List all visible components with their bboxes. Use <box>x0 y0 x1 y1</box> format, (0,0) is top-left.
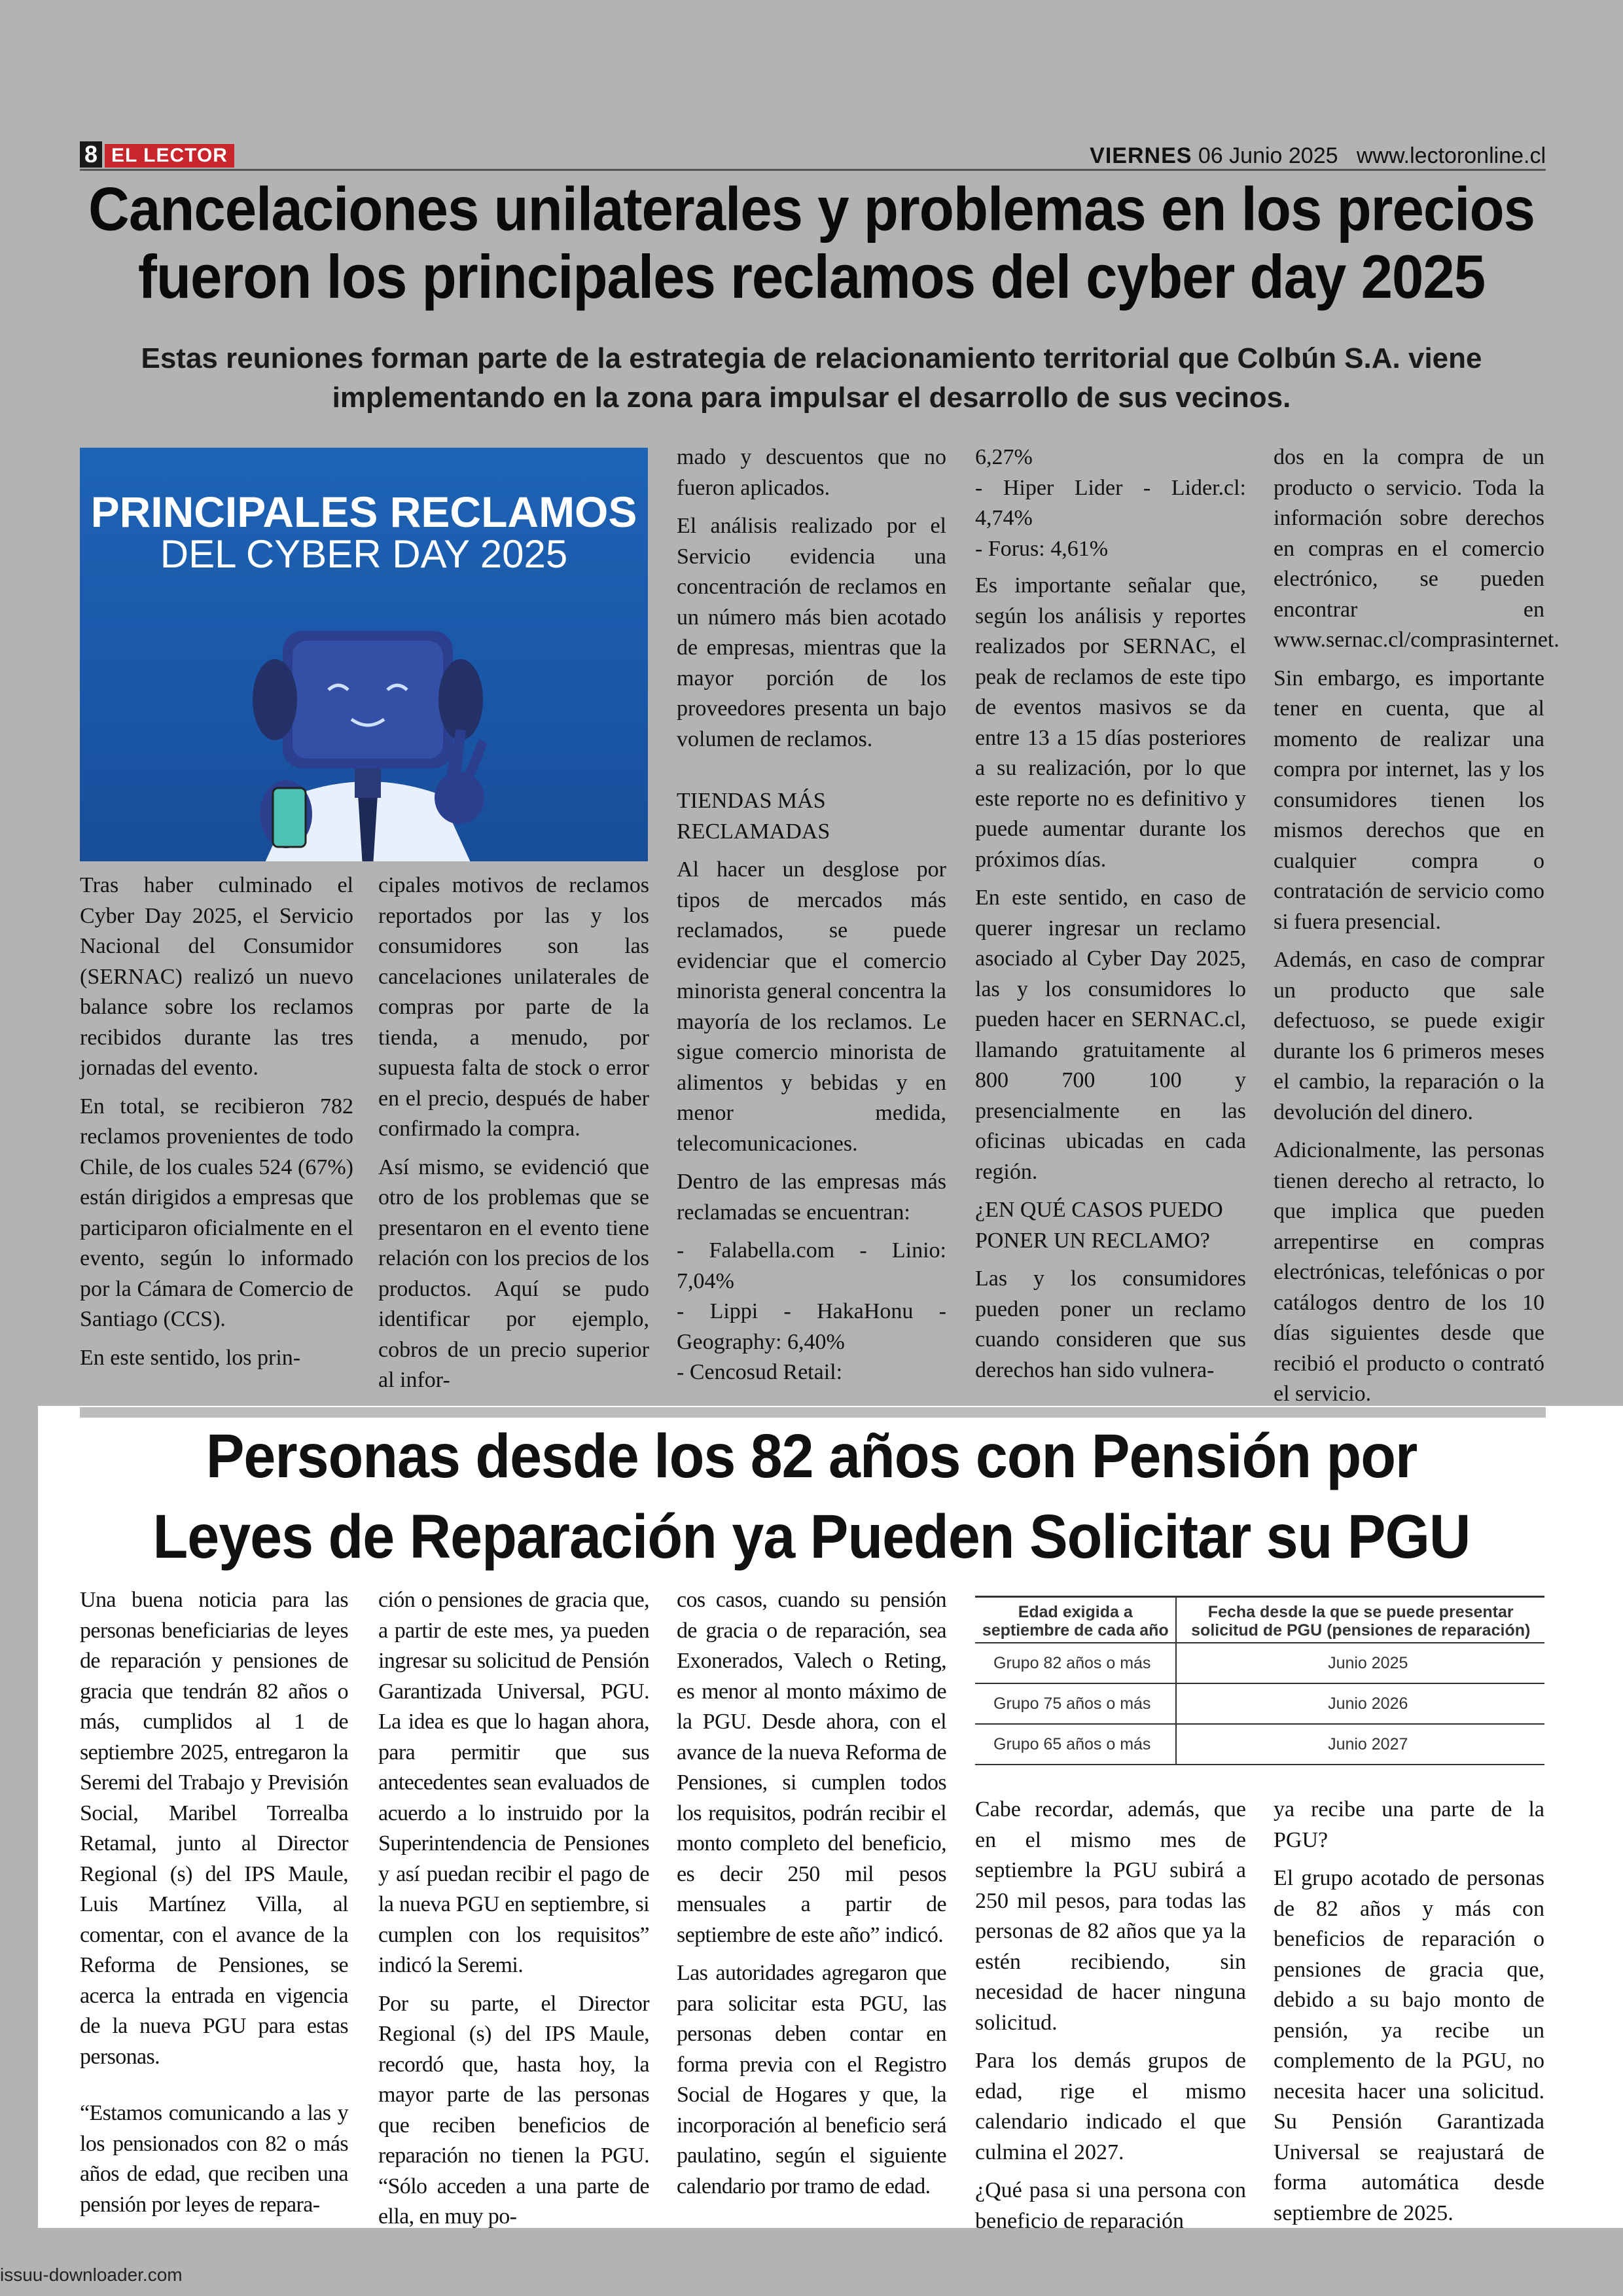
paragraph: Así mismo, se evidenció que otro de los problemas que se presentaron en el evento tiene relación con los precios de los productos. Aquí se pudo identificar por ejemplo, cobros de un precio superior al infor- <box>378 1155 649 1392</box>
list-item: - Forus: 4,61% <box>975 536 1109 561</box>
paragraph: Las y los consumidores pueden poner un reclamo cuando consideren que sus derechos han sido vulnera- <box>975 1266 1246 1382</box>
article1-image <box>80 448 648 861</box>
table-cell-date: Junio 2025 <box>1176 1643 1544 1683</box>
paragraph: cipales motivos de reclamos reportados por las y los consumidores son las cancelaciones unilaterales de compras por parte de la tienda, a menudo, por supuesta falta de stock o error en el precio, después de haber confirmado la compra. <box>378 873 649 1141</box>
table-row <box>975 1683 1544 1724</box>
list-item: - Lippi - HakaHonu - Geography: 6,40% <box>677 1299 946 1354</box>
table-cell-date: Junio 2027 <box>1176 1724 1544 1765</box>
paragraph: Por su parte, el Director Regional (s) del IPS Maule, recordó que, hasta hoy, la mayor parte de las personas que reciben beneficios de reparación no tienen la PGU. “Sólo acceden a una parte de ella, en muy po- <box>378 1991 649 2229</box>
paragraph: Cabe recordar, además, que en el mismo mes de septiembre la PGU subirá a 250 mil pesos, para todas las personas de 82 años que ya la estén recibiendo, sin necesidad de hacer ninguna solicitud. <box>975 1797 1246 2035</box>
list-item: - Hiper Lider - Lider.cl: 4,74% <box>975 475 1246 530</box>
article1-column-2 <box>378 870 649 1404</box>
article1-subheadline: Estas reuniones forman parte de la estrategia de relacionamiento territorial que Colbún S.A. viene implementando en la zona para impulsar el desarrollo de sus vecinos. <box>141 342 1482 414</box>
article1-headline: Cancelaciones unilaterales y problemas en los precios fueron los principales reclamos del cyber day 2025 <box>88 175 1535 312</box>
section-heading: ¿EN QUÉ CASOS PUEDO PONER UN RECLAMO? <box>975 1198 1223 1253</box>
table-cell-group: Grupo 65 años o más <box>975 1724 1176 1765</box>
article1-column-3 <box>677 442 946 1388</box>
newspaper-logo: EL LECTOR <box>105 144 234 168</box>
paragraph: 6,27% <box>975 445 1033 469</box>
image-title-line1: PRINCIPALES RECLAMOS <box>90 488 637 536</box>
list-item: - Cencosud Retail: <box>677 1360 843 1384</box>
paragraph: cos casos, cuando su pensión de gracia o de reparación, sea Exonerados, Valech o Reting, es menor al monto máximo de la PGU. Desde ahora, con el avance de la nueva Reforma de Pensiones, si cumplen todos los requisitos, podrán recibir el monto completo del beneficio, es decir 250 mil pesos mensuales a partir de septiembre de este año” indicó. <box>677 1588 946 1947</box>
header-day: VIERNES <box>1090 143 1192 168</box>
table-cell-group: Grupo 75 años o más <box>975 1683 1176 1724</box>
article2-headline-line1: Personas desde los 82 años con Pensión por <box>205 1420 1418 1491</box>
article2-column-3 <box>677 1585 946 2210</box>
paragraph: En total, se recibieron 782 reclamos provenientes de todo Chile, de los cuales 524 (67%) están dirigidos a empresas que participaron oficialmente en el evento, según lo informado por la Cámara de Comercio de Santiago (CCS). <box>80 1094 353 1331</box>
paragraph: Al hacer un desglose por tipos de mercados más reclamados, se puede evidenciar que el comercio minorista general concentra la mayoría de los reclamos. Le sigue comercio minorista de alimentos y bebidas y en menor medida, telecomunicaciones. <box>677 857 946 1156</box>
article1-column-1 <box>80 870 353 1381</box>
table-row <box>975 1643 1544 1683</box>
paragraph: Adicionalmente, las personas tienen derecho al retracto, lo que implica que pueden arrepentirse en compras electrónicas, telefónicas o por catálogos dentro de los 10 días siguientes desde que recibió el producto o contrató el servicio. <box>1274 1138 1544 1406</box>
paragraph: El análisis realizado por el Servicio evidencia una concentración de reclamos en un número más bien acotado de empresas, mientras que la mayor porción de los proveedores presenta un bajo volumen de reclamos. <box>677 514 946 751</box>
article1-column-5 <box>1274 442 1560 1418</box>
header-dateline <box>1090 143 1546 169</box>
list-item: - Falabella.com - Linio: 7,04% <box>677 1238 946 1293</box>
article2-headline <box>65 1416 1558 1577</box>
paragraph: Es importante señalar que, según los análisis y reportes realizados por SERNAC, el peak de reclamos de este tipo de eventos masivos se da entre 13 a 15 días posteriores a su realización, por lo que este reporte no es definitivo y puede aumentar durante los próximos días. <box>975 573 1246 872</box>
paragraph: dos en la compra de un producto o servicio. Toda la información sobre derechos en compras en el comercio electrónico, se pueden encontrar en www.sernac.cl/comprasinternet. <box>1274 445 1560 652</box>
article2-column-4 <box>975 1795 1246 2244</box>
paragraph: Una buena noticia para las personas beneficiarias de leyes de reparación y pensiones de gracia que tendrán 82 años o más, cumplidos al 1 de septiembre 2025, entregaron la Seremi del Trabajo y Previsión Social, Maribel Torrealba Retamal, junto al Director Regional (s) del IPS Maule, Luis Martínez Villa, al comentar, con el avance de la Reforma de Pensiones, se acerca la entrada en vigencia de la nueva PGU para estas personas. <box>80 1588 348 2069</box>
header-rule <box>80 169 1546 171</box>
paragraph: En este sentido, los prin- <box>80 1345 301 1370</box>
header-website[interactable]: www.lectoronline.cl <box>1356 143 1546 168</box>
paragraph: En este sentido, en caso de querer ingresar un reclamo asociado al Cyber Day 2025, las y los consumidores lo pueden hacer en SERNAC.cl, llamando gratuitamente al 800 700 100 y presencialmente en las oficinas ubicadas en cada región. <box>975 886 1246 1184</box>
table-header-age: Edad exigida a septiembre de cada año <box>975 1597 1176 1643</box>
article2-column-2 <box>378 1585 649 2240</box>
paragraph: “Estamos comunicando a las y los pensionados con 82 o más años de edad, que reciben una pensión por leyes de repara- <box>80 2101 348 2217</box>
header-date: 06 Junio 2025 <box>1198 143 1338 168</box>
table-header-date: Fecha desde la que se puede presentar solicitud de PGU (pensiones de reparación) <box>1176 1597 1544 1643</box>
footer-watermark: issuu-downloader.com <box>0 2265 183 2285</box>
paragraph: El grupo acotado de personas de 82 años y más con beneficios de reparación o pensiones de gracia que, debido a su bajo monto de pensión, ya recibe un complemento de la PGU, no necesita hacer una solicitud. Su Pensión Garantizada Universal se reajustará de forma automática desde septiembre de 2025. <box>1274 1866 1544 2225</box>
paragraph: ya recibe una parte de la PGU? <box>1274 1797 1544 1852</box>
paragraph: mado y descuentos que no fueron aplicados. <box>677 445 946 500</box>
paragraph: Tras haber culminado el Cyber Day 2025, el Servicio Nacional del Consumidor (SERNAC) realizó un nuevo balance sobre los reclamos recibidos durante las tres jornadas del evento. <box>80 873 353 1080</box>
table-cell-date: Junio 2026 <box>1176 1683 1544 1724</box>
article2-column-5 <box>1274 1795 1544 2236</box>
paragraph: Las autoridades agregaron que para solicitar esta PGU, las personas deben contar en forma previa con el Registro Social de Hogares y que, la incorporación al beneficio será paulatino, según el siguiente calendario por tramo de edad. <box>677 1961 946 2198</box>
section-heading: TIENDAS MÁS RECLAMADAS <box>677 789 830 844</box>
paragraph: Dentro de las empresas más reclamadas se encuentran: <box>677 1170 946 1225</box>
table-row <box>975 1724 1544 1765</box>
table-cell-group: Grupo 82 años o más <box>975 1643 1176 1683</box>
image-title-line2: DEL CYBER DAY 2025 <box>160 532 568 576</box>
pgu-calendar-table <box>975 1596 1544 1765</box>
robot-mascot-illustration <box>198 579 538 861</box>
article2-column-1 <box>80 1585 348 2228</box>
paragraph: ción o pensiones de gracia que, a partir de este mes, ya pueden ingresar su solicitud de Pensión Garantizada Universal, PGU. La idea es que lo hagan ahora, para permitir que sus antecedentes sean evaluados de acuerdo a lo instruido por la Superintendencia de Pensiones y así puedan recibir el pago de la nueva PGU en septiembre, si cumplen con los requisitos” indicó la Seremi. <box>378 1588 649 1977</box>
table-header-row <box>975 1597 1544 1643</box>
paragraph: Sin embargo, es importante tener en cuenta, que al momento de realizar una compra por internet, las y los consumidores tienen los mismos derechos que en cualquier compra o contratación de servicio como si fuera presencial. <box>1274 666 1544 934</box>
article2-headline-line2: Leyes de Reparación ya Pueden Solicitar su PGU <box>152 1501 1471 1571</box>
paragraph: Para los demás grupos de edad, rige el mismo calendario indicado el que culmina el 2027. <box>975 2049 1246 2164</box>
page-number: 8 <box>80 141 102 168</box>
paragraph: ¿Qué pasa si una persona con beneficio de reparación <box>975 2178 1246 2233</box>
article1-column-4 <box>975 442 1246 1393</box>
paragraph: Además, en caso de comprar un producto que sale defectuoso, se puede exigir durante los 6 primeros meses el cambio, la reparación o la devolución del dinero. <box>1274 948 1544 1124</box>
